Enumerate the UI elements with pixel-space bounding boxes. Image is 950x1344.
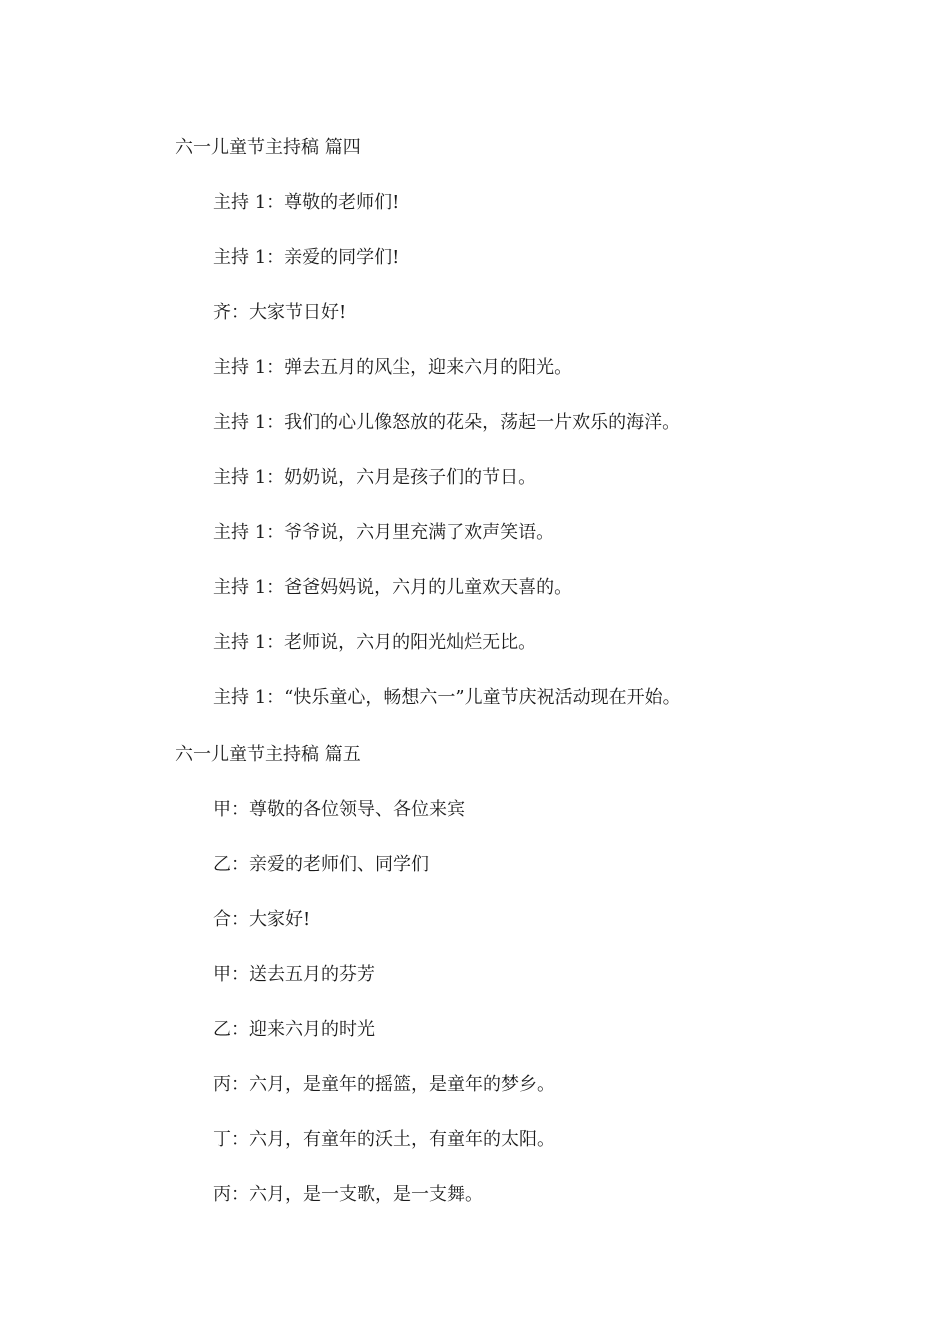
dialogue-line: 合：大家好!	[213, 909, 311, 930]
section-heading: 六一儿童节主持稿 篇五	[175, 744, 361, 765]
dialogue-line: 主持 1：亲爱的同学们!	[213, 247, 400, 268]
dialogue-line: 乙：迎来六月的时光	[213, 1019, 375, 1040]
dialogue-line: 丙：六月，是一支歌，是一支舞。	[213, 1184, 483, 1205]
dialogue-line: 主持 1：老师说，六月的阳光灿烂无比。	[213, 632, 537, 653]
dialogue-line: 主持 1：“快乐童心，畅想六一”儿童节庆祝活动现在开始。	[213, 687, 681, 708]
dialogue-line: 丁：六月，有童年的沃土，有童年的太阳。	[213, 1129, 555, 1150]
dialogue-line: 主持 1：奶奶说，六月是孩子们的节日。	[213, 467, 537, 488]
dialogue-lines	[0, 796, 950, 1236]
section-part-five	[0, 741, 950, 1236]
section-part-four	[0, 134, 950, 739]
dialogue-line: 主持 1：尊敬的老师们!	[213, 192, 400, 213]
dialogue-line: 主持 1：爷爷说，六月里充满了欢声笑语。	[213, 522, 555, 543]
dialogue-lines	[0, 189, 950, 739]
dialogue-line: 主持 1：我们的心儿像怒放的花朵，荡起一片欢乐的海洋。	[213, 412, 681, 433]
section-heading: 六一儿童节主持稿 篇四	[175, 137, 361, 158]
dialogue-line: 乙：亲爱的老师们、同学们	[213, 854, 429, 875]
dialogue-line: 丙：六月，是童年的摇篮，是童年的梦乡。	[213, 1074, 555, 1095]
dialogue-line: 主持 1：爸爸妈妈说，六月的儿童欢天喜的。	[213, 577, 573, 598]
dialogue-line: 甲：送去五月的芬芳	[213, 964, 375, 985]
dialogue-line: 主持 1：弹去五月的风尘，迎来六月的阳光。	[213, 357, 573, 378]
dialogue-line: 齐：大家节日好!	[213, 302, 347, 323]
dialogue-line: 甲：尊敬的各位领导、各位来宾	[213, 799, 465, 820]
